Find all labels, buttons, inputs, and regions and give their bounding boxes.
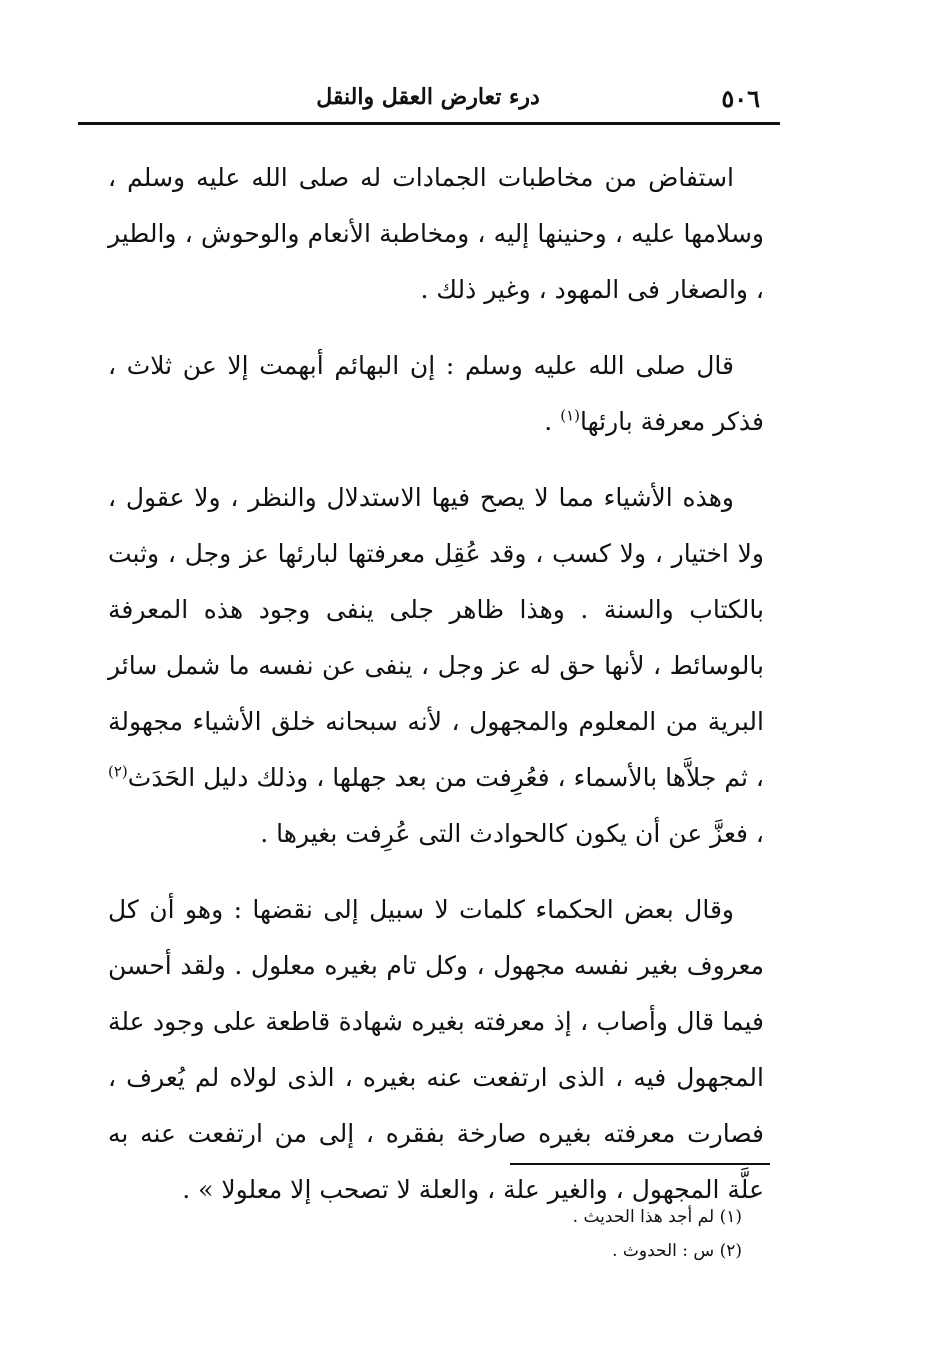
footnote-1: (١) لم أجد هذا الحديث . [572,1207,742,1227]
page-number: ٥٠٦ [721,84,760,113]
paragraph-2 [108,338,764,450]
header-rule [78,122,780,125]
page-header [78,84,778,120]
paragraph-1 [108,150,764,318]
paragraph-3-tail: ، فعزَّ عن أن يكون كالحوادث التى عُرِفت بغيرها . [260,819,764,848]
footnote-2: (٢) س : الحدوث . [612,1241,742,1261]
body-text [108,150,764,1238]
running-title: درء تعارض العقل والنقل [316,84,540,110]
paragraph-2-text: قال صلى الله عليه وسلم : إن البهائم أبهمت إلا عن ثلاث ، فذكر معرفة بارئها [108,351,764,436]
paragraph-3 [108,470,764,862]
footnotes [460,1200,742,1268]
footnote-ref-1[interactable]: (١) [560,406,580,425]
paragraph-2-tail: . [544,407,561,436]
footnote-rule [510,1163,770,1165]
paragraph-3-text: وهذه الأشياء مما لا يصح فيها الاستدلال والنظر ، ولا عقول ، ولا اختيار ، ولا كسب ، وقد عُقِل معرفتها لبارئها عز وجل ، وثبت بالكتاب والسنة . وهذا ظاهر جلى ينفى وجود هذه المعرفة بالوسائط ، لأنها حق له عز وجل ، ينفى عن نفسه ما شمل سائر البرية من المعلوم والمجهول ، لأنه سبحانه خلق الأشياء مجهولة ، ثم جلاَّها بالأسماء ، فعُرِفت من بعد جهلها ، وذلك دليل الحَدَث [108,483,764,792]
paragraph-4-text: وقال بعض الحكماء كلمات لا سبيل إلى نقضها : وهو أن كل معروف بغير نفسه مجهول ، وكل تام بغيره معلول . ولقد أحسن فيما قال وأصاب ، إذ معرفته بغيره شهادة قاطعة على وجود علة المجهول فيه ، الذى ارتفعت عنه بغيره ، الذى لولاه لم يُعرف ، فصارت معرفته بغيره صارخة بفقره ، إلى من ارتفعت عنه به علَّة المجهول ، والغير علة ، والعلة لا تصحب إلا معلولا » . [108,895,764,1204]
paragraph-1-text: استفاض من مخاطبات الجمادات له صلى الله عليه وسلم ، وسلامها عليه ، وحنينها إليه ، ومخاطبة الأنعام والوحوش ، والطير ، والصغار فى المهود ، وغير ذلك . [108,163,764,304]
footnote-ref-2[interactable]: (٢) [108,762,128,781]
paragraph-4 [108,882,764,1218]
